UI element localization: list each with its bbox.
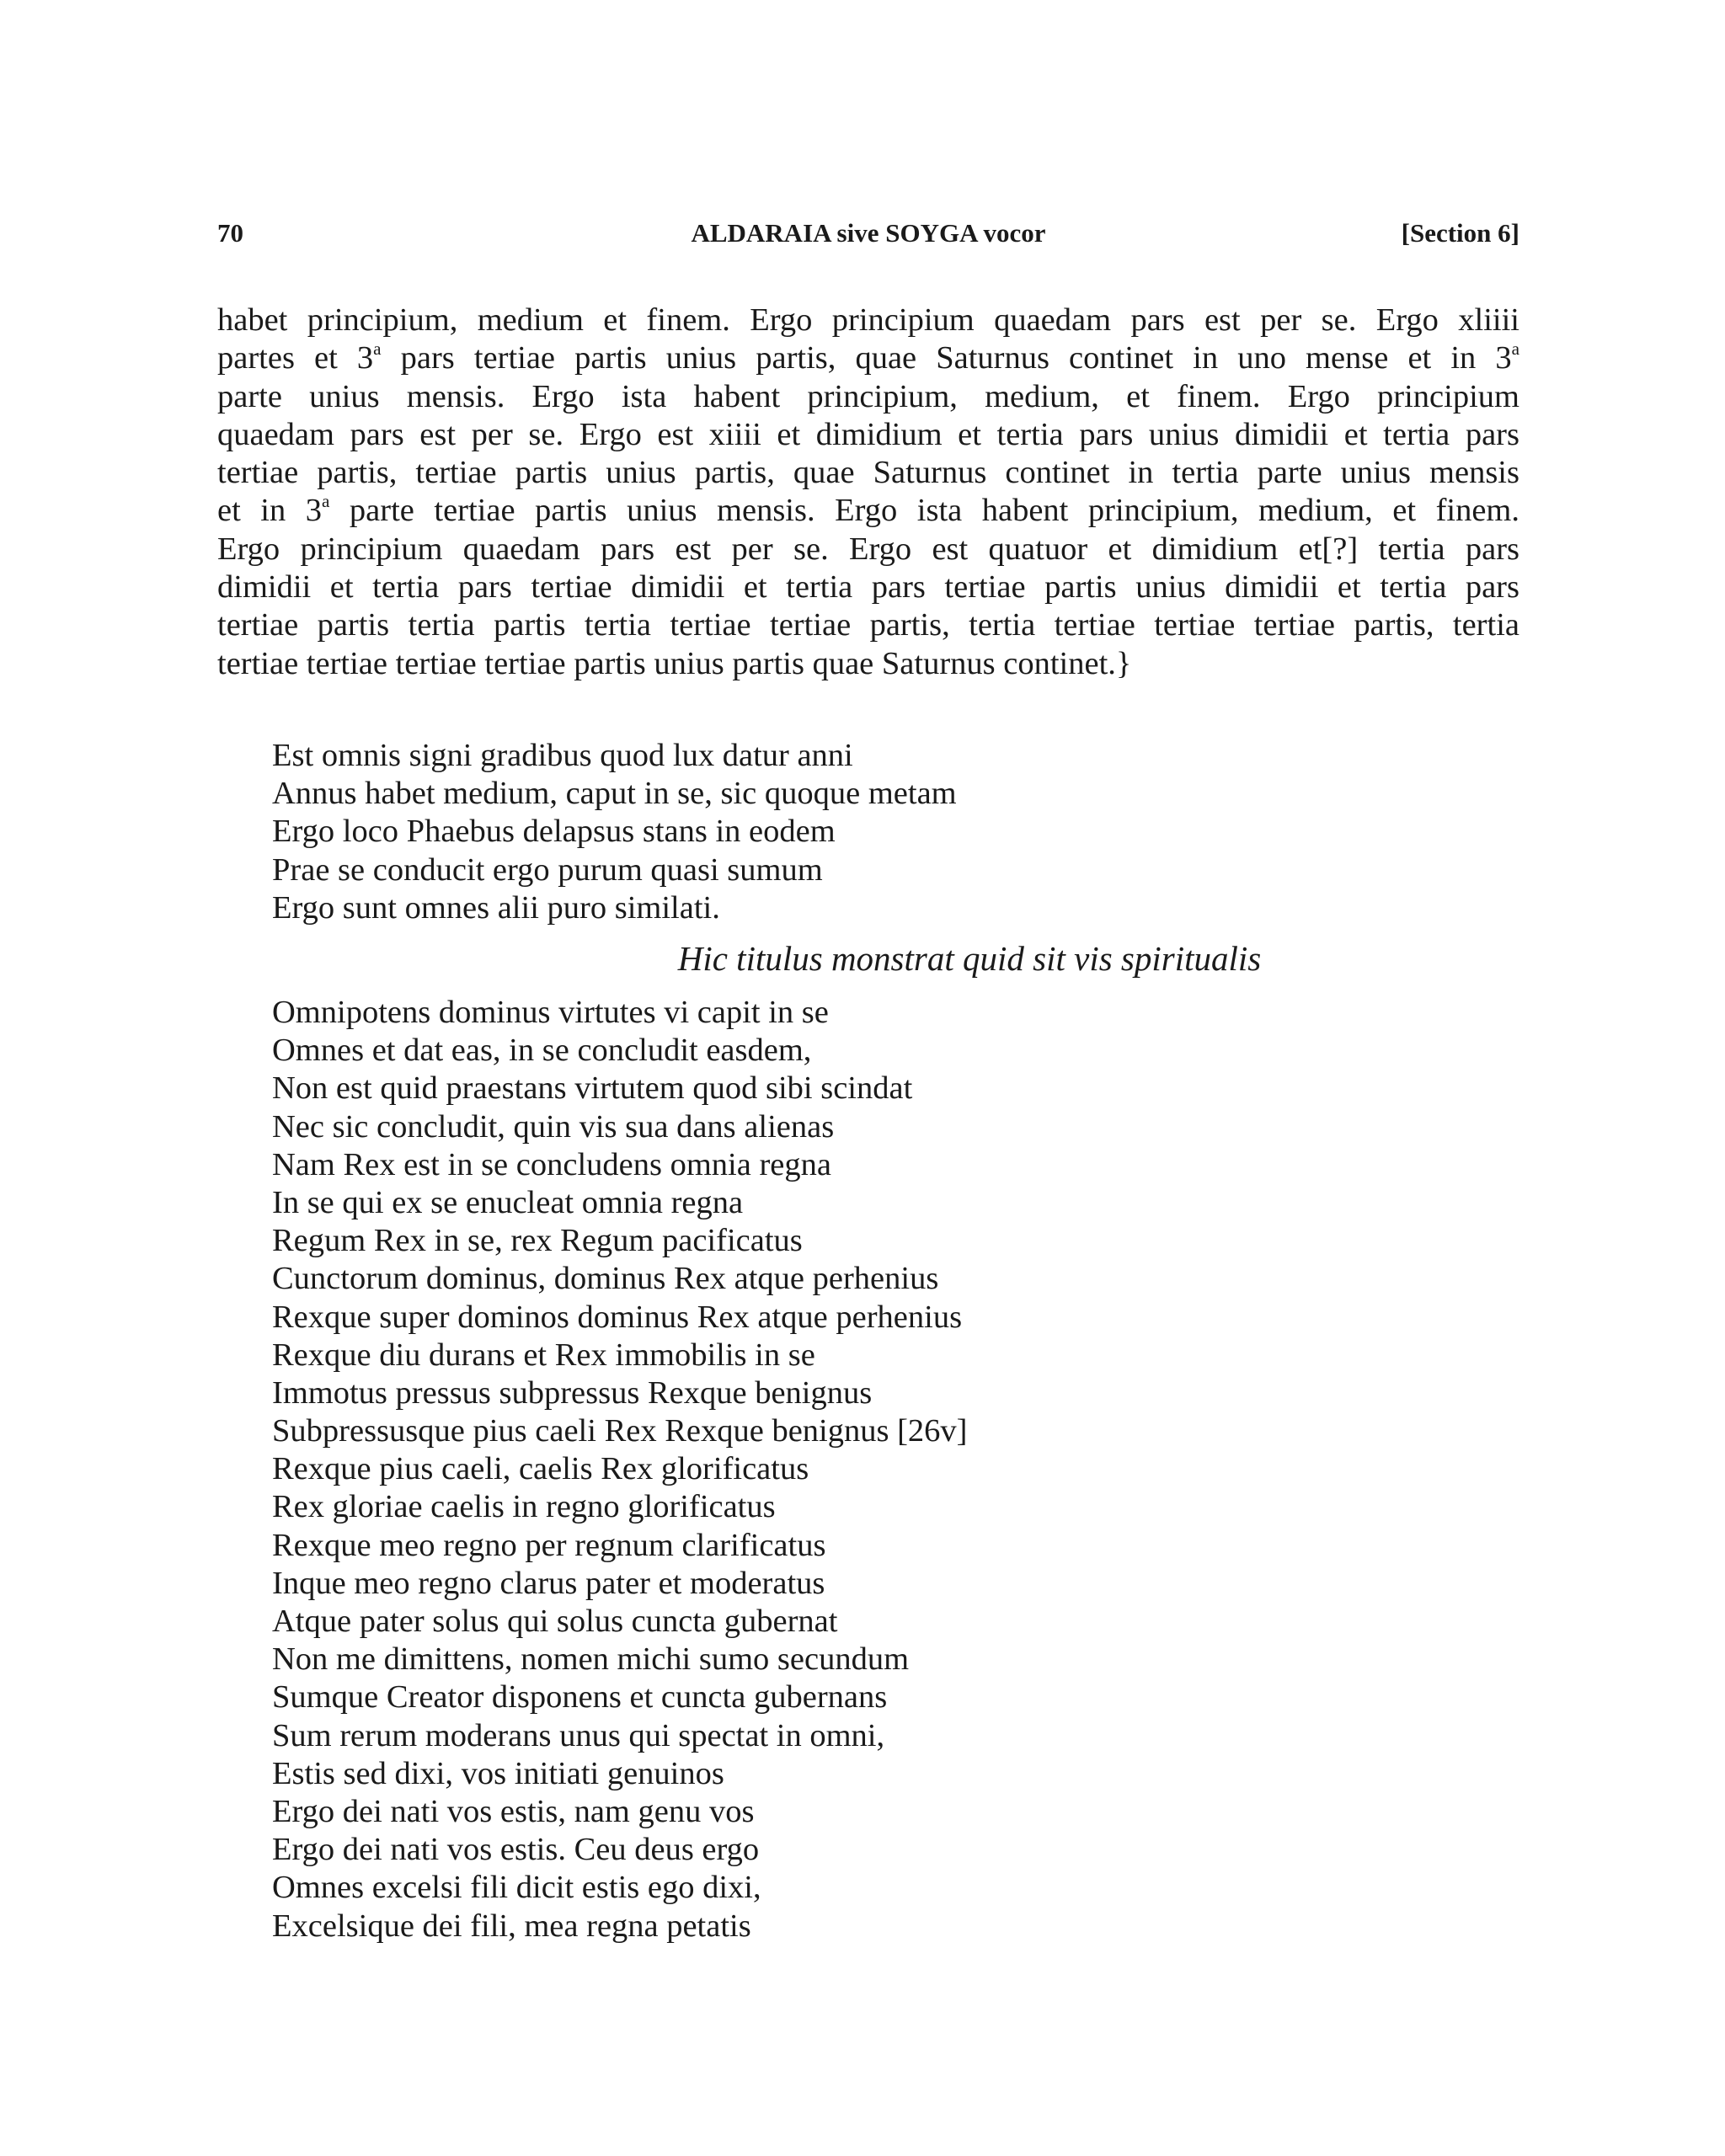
verse-line: Rexque diu durans et Rex immobilis in se (272, 1337, 815, 1373)
prose-line: quaedam pars est per se. Ergo est xiiii et dimidium et tertia pars unius dimidii et tertia pars (217, 416, 1519, 452)
verse-line: Estis sed dixi, vos initiati genuinos (272, 1755, 724, 1791)
prose-line: dimidii et tertia pars tertiae dimidii et tertia pars tertiae partis unius dimidii et tertia pars (217, 569, 1519, 606)
verse-line: Cunctorum dominus, dominus Rex atque perhenius (272, 1261, 939, 1297)
verse-line: Inque meo regno clarus pater et moderatus (272, 1565, 825, 1601)
verse-block-2 (272, 994, 967, 1945)
verse-line: Rexque pius caeli, caelis Rex glorificatus (272, 1451, 809, 1487)
superscript: a (1511, 339, 1519, 360)
verse-line: Annus habet medium, caput in se, sic quoque metam (272, 776, 957, 812)
superscript: a (322, 491, 330, 512)
page-number: 70 (217, 218, 243, 248)
prose-line: Ergo principium quaedam pars est per se. Ergo est quatuor et dimidium et[?] tertia pars (217, 531, 1519, 567)
verse-line: Nec sic concludit, quin vis sua dans alienas (272, 1108, 835, 1145)
verse-line: Immotus pressus subpressus Rexque benignus (272, 1374, 873, 1411)
verse-line: Regum Rex in se, rex Regum pacificatus (272, 1223, 803, 1259)
section-heading: Hic titulus monstrat quid sit vis spiritualis (677, 939, 1262, 978)
verse-line: Ergo dei nati vos estis. Ceu deus ergo (272, 1832, 760, 1868)
prose-line: parte unius mensis. Ergo ista habent principium, medium, et finem. Ergo principium (217, 378, 1519, 414)
verse-line: Rexque meo regno per regnum clarificatus (272, 1527, 826, 1563)
verse-line: Non est quid praestans virtutem quod sibi scindat (272, 1070, 913, 1107)
verse-line: Rexque super dominos dominus Rex atque perhenius (272, 1299, 963, 1335)
verse-line: Excelsique dei fili, mea regna petatis (272, 1908, 751, 1944)
prose-line: tertiae tertiae tertiae tertiae partis unius partis quae Saturnus continet.} (217, 645, 1132, 681)
verse-line: Omnipotens dominus virtutes vi capit in se (272, 995, 829, 1030)
prose-line: habet principium, medium et finem. Ergo principium quaedam pars est per se. Ergo xliiii (217, 302, 1519, 338)
verse-line: Prae se conducit ergo purum quasi sumum (272, 851, 823, 888)
verse-line: Sum rerum moderans unus qui spectat in omni, (272, 1717, 885, 1753)
verse-line: Sumque Creator disponens et cuncta gubernans (272, 1679, 888, 1716)
verse-line: Omnes et dat eas, in se concludit easdem, (272, 1033, 812, 1069)
verse-line: Non me dimittens, nomen michi sumo secundum (272, 1641, 910, 1678)
prose-line: et in 3$^a$ parte tertiae partis unius mensis. Ergo ista habent principium, medium, et finem. (217, 491, 1520, 529)
verse-line: Nam Rex est in se concludens omnia regna (272, 1146, 831, 1182)
verse-line: Omnes excelsi fili dicit estis ego dixi, (272, 1870, 761, 1906)
prose-line: partes et 3$^a$ pars tertiae partis unius partis, quae Saturnus continet in uno mense et in 3$^a$ (217, 339, 1519, 376)
verse-line: In se qui ex se enucleat omnia regna (272, 1184, 744, 1220)
prose-paragraph (217, 302, 1519, 683)
running-header (217, 215, 1519, 252)
verse-line: Atque pater solus qui solus cuncta gubernat (272, 1604, 838, 1639)
prose-line: tertiae partis tertia partis tertia tertiae tertiae partis, tertia tertiae tertiae tertiae partis, tertia (217, 607, 1519, 643)
running-title: ALDARAIA sive SOYGA vocor (691, 218, 1046, 248)
verse-line: Ergo sunt omnes alii puro similati. (272, 889, 720, 926)
verse-line: Rex gloriae caelis in regno glorificatus (272, 1489, 776, 1525)
superscript: a (373, 339, 382, 360)
prose-line: tertiae partis, tertiae partis unius partis, quae Saturnus continet in tertia parte unius mensis (217, 455, 1519, 491)
verse-line: Est omnis signi gradibus quod lux datur anni (272, 738, 853, 773)
verse-block-1 (272, 737, 957, 927)
verse-line: Ergo dei nati vos estis, nam genu vos (272, 1793, 755, 1829)
section-label: [Section 6] (1401, 218, 1519, 248)
verse-line: Subpressusque pius caeli Rex Rexque benignus [26v] (272, 1413, 968, 1449)
verse-line: Ergo loco Phaebus delapsus stans in eodem (272, 814, 836, 850)
